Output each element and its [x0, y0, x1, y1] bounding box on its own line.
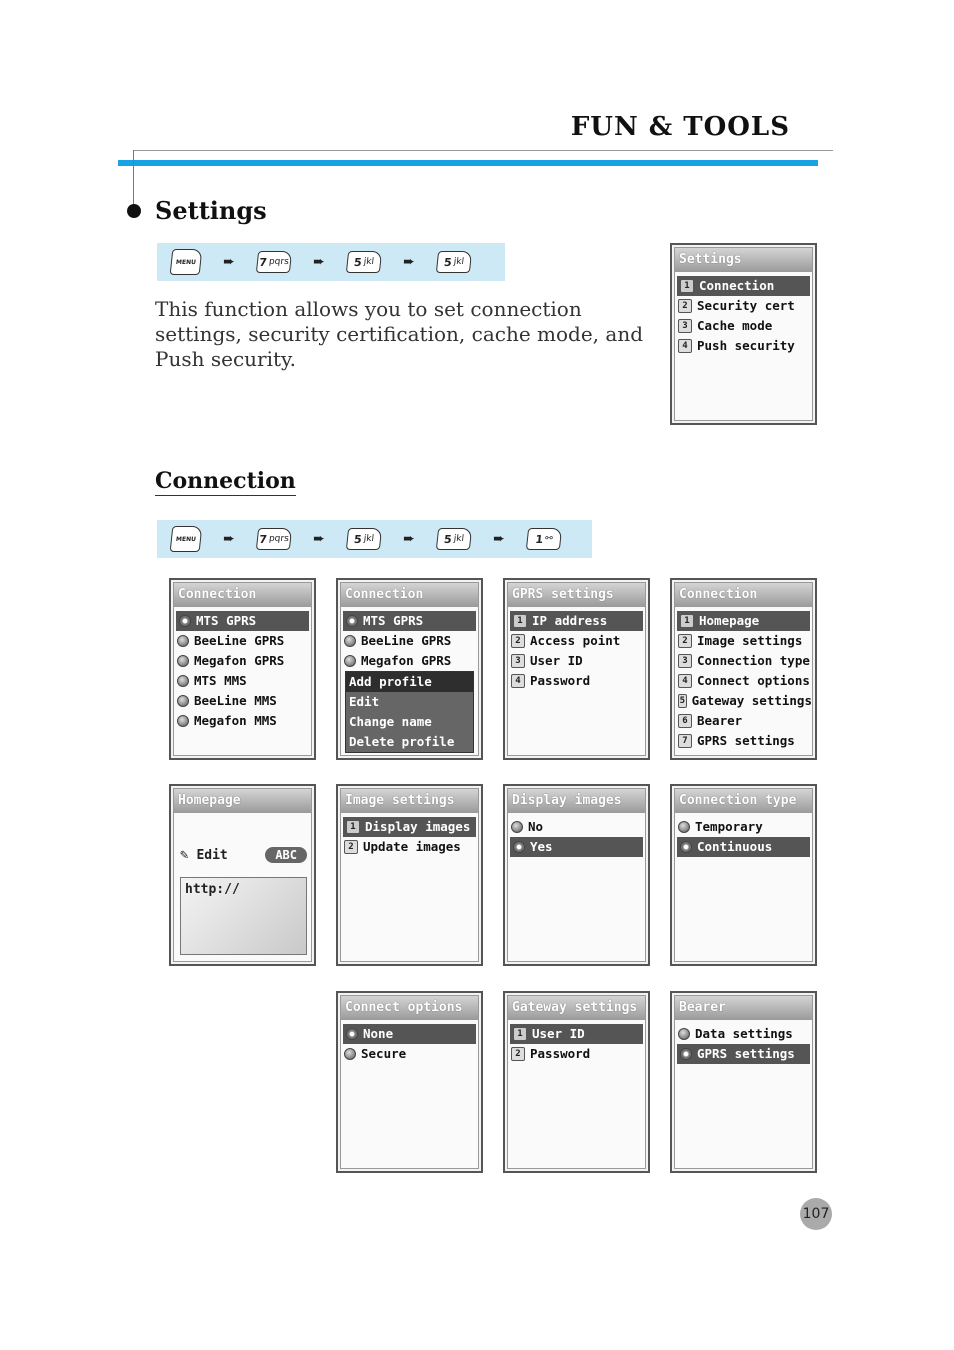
screen-title: Image settings	[341, 789, 478, 813]
arrow-icon: ➨	[403, 531, 415, 547]
list-item[interactable]: Data settings	[675, 1024, 812, 1044]
arrow-icon: ➨	[313, 531, 325, 547]
pencil-icon: ✎	[180, 847, 189, 863]
screen-title: Bearer	[675, 996, 812, 1020]
radio-icon	[678, 821, 690, 833]
list-item[interactable]: No	[508, 817, 645, 837]
list-item[interactable]: 7 GPRS settings	[675, 731, 812, 751]
header-vertical-rule	[133, 150, 134, 210]
header-accent-bar	[118, 160, 818, 166]
list-item[interactable]: Yes	[510, 837, 643, 857]
connection-key-sequence	[157, 520, 592, 558]
radio-icon	[177, 715, 189, 727]
list-item[interactable]: 2 Update images	[341, 837, 478, 857]
bearer-screen	[670, 991, 817, 1173]
list-item[interactable]: BeeLine MMS	[174, 691, 311, 711]
screen-title: Homepage	[174, 789, 311, 813]
list-item[interactable]: Megafon MMS	[174, 711, 311, 731]
display-images-screen	[503, 784, 650, 966]
list-item[interactable]: 5 Gateway settings	[679, 693, 812, 708]
connection-profiles-screen	[169, 578, 316, 760]
list-item[interactable]: BeeLine GPRS	[174, 631, 311, 651]
menu-item[interactable]: Edit	[349, 694, 380, 709]
screen-title: Connection	[675, 583, 812, 607]
list-item[interactable]: Megafon GPRS	[174, 651, 311, 671]
radio-icon	[513, 841, 525, 853]
list-item[interactable]: 2 Image settings	[675, 631, 812, 651]
radio-icon	[680, 841, 692, 853]
list-item[interactable]: 1 Display images	[343, 817, 476, 837]
list-item[interactable]: 1 Connection	[677, 276, 810, 296]
radio-icon	[344, 655, 356, 667]
header-rule	[133, 150, 833, 151]
list-item[interactable]: Megafon GPRS	[341, 651, 478, 671]
bullet-icon	[127, 204, 141, 218]
radio-icon	[177, 675, 189, 687]
radio-icon	[680, 1048, 692, 1060]
connect-options-screen	[336, 991, 483, 1173]
gateway-settings-screen	[503, 991, 650, 1173]
key-5-icon: 5 jkl	[436, 528, 472, 550]
menu-key-icon: MENU	[170, 526, 203, 552]
input-mode-badge: ABC	[265, 847, 307, 863]
key-5-icon: 5 jkl	[346, 251, 382, 273]
arrow-icon: ➨	[223, 254, 235, 270]
connection-type-screen	[670, 784, 817, 966]
options-popup	[345, 671, 474, 753]
list-item[interactable]: BeeLine GPRS	[341, 631, 478, 651]
menu-item[interactable]: Delete profile	[349, 734, 455, 749]
radio-icon	[177, 695, 189, 707]
connection-options-screen	[336, 578, 483, 760]
settings-description: This function allows you to set connection settings, security certification, cache mode, and Push security.	[155, 297, 643, 371]
radio-icon	[179, 615, 191, 627]
list-item[interactable]: 3 Cache mode	[675, 316, 812, 336]
list-item[interactable]: MTS GPRS	[343, 611, 476, 631]
section-title: FUN & TOOLS	[570, 112, 790, 142]
arrow-icon: ➨	[403, 254, 415, 270]
list-item[interactable]: 4 Connect options	[675, 671, 812, 691]
screen-title: Connection	[341, 583, 478, 607]
page-number: 107	[800, 1198, 832, 1230]
list-item[interactable]: MTS MMS	[174, 671, 311, 691]
image-settings-screen	[336, 784, 483, 966]
edit-label: Edit	[196, 847, 228, 863]
list-item[interactable]: 1 Homepage	[677, 611, 810, 631]
list-item[interactable]: None	[343, 1024, 476, 1044]
menu-key-icon: MENU	[170, 249, 203, 275]
list-item[interactable]: 2 Security cert	[675, 296, 812, 316]
list-item[interactable]: 2 Password	[508, 1044, 645, 1064]
radio-icon	[177, 655, 189, 667]
list-item[interactable]: 6 Bearer	[675, 711, 812, 731]
list-item[interactable]: Continuous	[677, 837, 810, 857]
arrow-icon: ➨	[313, 254, 325, 270]
gprs-settings-screen	[503, 578, 650, 760]
radio-icon	[346, 615, 358, 627]
menu-item[interactable]: Change name	[349, 714, 432, 729]
list-item[interactable]: 1 IP address	[510, 611, 643, 631]
settings-key-sequence	[157, 243, 505, 281]
list-item[interactable]: Temporary	[675, 817, 812, 837]
radio-icon	[346, 1028, 358, 1040]
homepage-url-input[interactable]: http://	[180, 877, 307, 955]
list-item[interactable]: GPRS settings	[677, 1044, 810, 1064]
screen-title: Settings	[675, 248, 812, 272]
key-1-icon: 1 ⚯	[526, 528, 562, 550]
key-7-icon: 7 pqrs	[256, 528, 292, 550]
edit-row	[180, 847, 307, 863]
connection-heading: Connection	[155, 468, 296, 494]
screen-title: Connect options	[341, 996, 478, 1020]
list-item[interactable]: 3 Connection type	[675, 651, 812, 671]
menu-item[interactable]: Add profile	[346, 672, 473, 692]
radio-icon	[511, 821, 523, 833]
connection-menu-screen	[670, 578, 817, 760]
list-item[interactable]: 3 User ID	[508, 651, 645, 671]
screen-title: GPRS settings	[508, 583, 645, 607]
settings-heading: Settings	[155, 196, 267, 225]
homepage-screen	[169, 784, 316, 966]
list-item[interactable]: Secure	[341, 1044, 478, 1064]
radio-icon	[678, 1028, 690, 1040]
arrow-icon: ➨	[493, 531, 505, 547]
list-item[interactable]: 2 Access point	[508, 631, 645, 651]
radio-icon	[344, 635, 356, 647]
list-item[interactable]: 4 Password	[508, 671, 645, 691]
screen-title: Display images	[508, 789, 645, 813]
arrow-icon: ➨	[223, 531, 235, 547]
settings-screen	[670, 243, 817, 425]
radio-icon	[344, 1048, 356, 1060]
list-item[interactable]: MTS GPRS	[176, 611, 309, 631]
list-item[interactable]: 4 Push security	[675, 336, 812, 356]
key-5-icon: 5 jkl	[346, 528, 382, 550]
screen-title: Gateway settings	[508, 996, 645, 1020]
screen-title: Connection type	[675, 789, 812, 813]
key-7-icon: 7 pqrs	[256, 251, 292, 273]
radio-icon	[177, 635, 189, 647]
list-item[interactable]: 1 User ID	[510, 1024, 643, 1044]
screen-title: Connection	[174, 583, 311, 607]
key-5-icon: 5 jkl	[436, 251, 472, 273]
